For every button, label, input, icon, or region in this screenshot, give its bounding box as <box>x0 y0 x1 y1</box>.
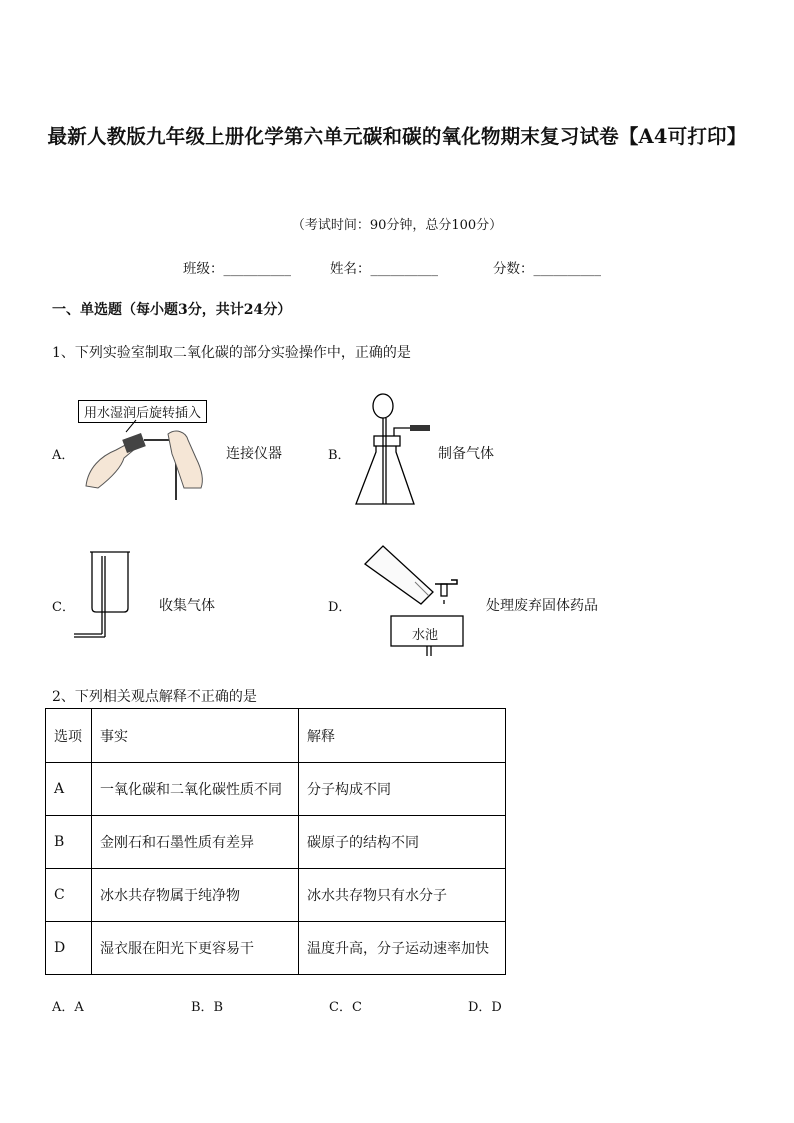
row-option: C <box>46 869 92 922</box>
table-row <box>46 922 506 975</box>
row-option: A <box>46 763 92 816</box>
header-option: 选项 <box>46 709 92 763</box>
row-fact: 湿衣服在阳光下更容易干 <box>92 922 299 975</box>
question-2-stem: 2、下列相关观点解释不正确的是 <box>52 689 257 705</box>
option-b-caption: 制备气体 <box>438 446 494 462</box>
option-c-letter[interactable]: C． <box>52 600 75 615</box>
row-option: B <box>46 816 92 869</box>
conical-flask-funnel-icon <box>350 386 440 516</box>
row-option: D <box>46 922 92 975</box>
gas-collecting-bottle-icon <box>72 550 132 645</box>
name-field[interactable]: 姓名：__________ <box>330 261 438 277</box>
row-fact: 冰水共存物属于纯净物 <box>92 869 299 922</box>
answer-choice-d[interactable]: D．D <box>468 1000 502 1015</box>
table-header-row <box>46 709 506 763</box>
exam-title: 最新人教版九年级上册化学第六单元碳和碳的氧化物期末复习试卷【A4可打印】 <box>47 125 747 148</box>
table-row <box>46 816 506 869</box>
option-a-figure-label: 用水湿润后旋转插入 <box>78 400 207 423</box>
hands-connecting-tube-icon <box>76 398 221 493</box>
class-field[interactable]: 班级：__________ <box>183 261 291 277</box>
option-a-letter[interactable]: A． <box>52 448 75 463</box>
header-explanation: 解释 <box>299 709 506 763</box>
question-1-stem: 1、下列实验室制取二氧化碳的部分实验操作中，正确的是 <box>52 345 411 361</box>
answer-choice-c[interactable]: C．C <box>329 1000 362 1015</box>
row-explanation: 温度升高，分子运动速率加快 <box>299 922 506 975</box>
row-fact: 金刚石和石墨性质有差异 <box>92 816 299 869</box>
row-explanation: 冰水共存物只有水分子 <box>299 869 506 922</box>
answer-choice-b[interactable]: B．B <box>191 1000 224 1015</box>
option-d-figure-label: 水池 <box>412 628 439 643</box>
facts-table <box>45 708 506 975</box>
option-a-figure <box>76 398 221 493</box>
exam-subtitle: （考试时间：90分钟，总分100分） <box>291 218 503 233</box>
option-d-letter[interactable]: D． <box>328 600 352 615</box>
header-fact: 事实 <box>92 709 299 763</box>
answer-choice-a[interactable]: A．A <box>52 1000 84 1015</box>
option-a-caption: 连接仪器 <box>226 446 282 462</box>
section-heading: 一、单选题（每小题3分，共计24分） <box>52 302 292 318</box>
option-d-caption: 处理废弃固体药品 <box>486 598 598 614</box>
score-field[interactable]: 分数：__________ <box>493 261 601 277</box>
row-explanation: 分子构成不同 <box>299 763 506 816</box>
option-b-letter[interactable]: B． <box>328 448 351 463</box>
row-fact: 一氧化碳和二氧化碳性质不同 <box>92 763 299 816</box>
row-explanation: 碳原子的结构不同 <box>299 816 506 869</box>
table-row <box>46 869 506 922</box>
table-row <box>46 763 506 816</box>
option-c-caption: 收集气体 <box>159 598 215 614</box>
